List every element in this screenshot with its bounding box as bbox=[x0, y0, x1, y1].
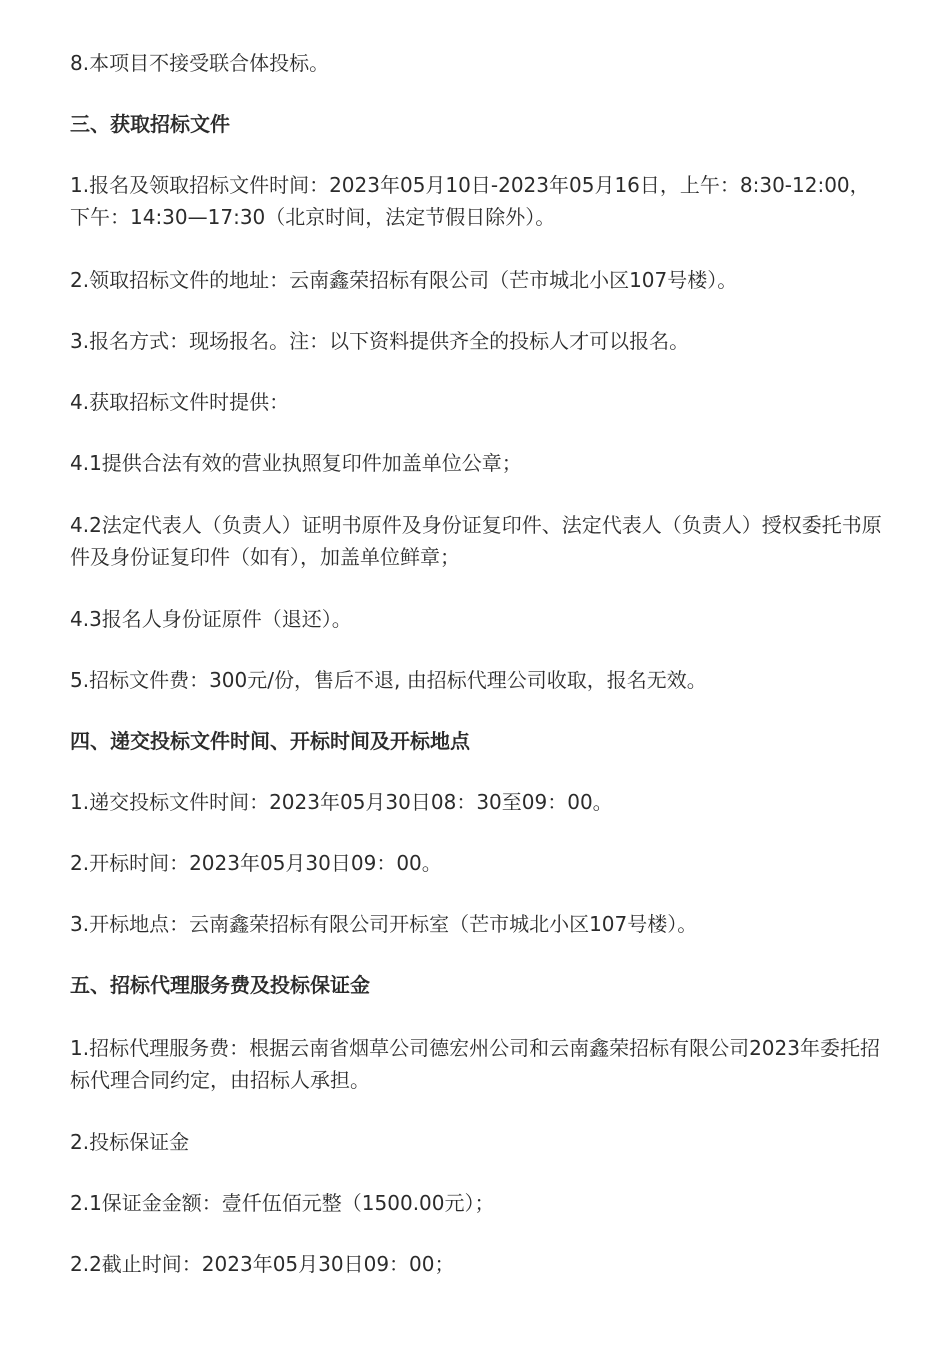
paragraph-business-license: 4.1提供合法有效的营业执照复印件加盖单位公章； bbox=[70, 451, 522, 475]
section-heading-4: 四、递交投标文件时间、开标时间及开标地点 bbox=[70, 729, 470, 753]
paragraph-opening-location: 3.开标地点：云南鑫荣招标有限公司开标室（芒市城北小区107号楼）。 bbox=[70, 912, 698, 936]
paragraph-deadline: 2.2截止时间：2023年05月30日09：00； bbox=[70, 1252, 455, 1276]
section-heading-3: 三、获取招标文件 bbox=[70, 112, 230, 136]
paragraph-item-8: 8.本项目不接受联合体投标。 bbox=[70, 51, 330, 75]
paragraph-required-documents: 4.获取招标文件时提供： bbox=[70, 390, 290, 414]
paragraph-collection-address: 2.领取招标文件的地址：云南鑫荣招标有限公司（芒市城北小区107号楼）。 bbox=[70, 268, 738, 292]
paragraph-registration-time: 1.报名及领取招标文件时间：2023年05月10日-2023年05月16日，上午：8:30-12:00，下午：14:30—17:30（北京时间，法定节假日除外）。 bbox=[70, 173, 870, 229]
paragraph-agency-fee: 1.招标代理服务费：根据云南省烟草公司德宏州公司和云南鑫荣招标有限公司2023年委托招标代理合同约定，由招标人承担。 bbox=[70, 1036, 880, 1092]
paragraph-opening-time: 2.开标时间：2023年05月30日09：00。 bbox=[70, 851, 442, 875]
paragraph-id-card: 4.3报名人身份证原件（退还）。 bbox=[70, 607, 352, 631]
paragraph-legal-representative: 4.2法定代表人（负责人）证明书原件及身份证复印件、法定代表人（负责人）授权委托书原件及身份证复印件（如有），加盖单位鲜章； bbox=[70, 513, 882, 569]
paragraph-bond-amount: 2.1保证金金额：壹仟伍佰元整（1500.00元）； bbox=[70, 1191, 495, 1215]
paragraph-submission-time: 1.递交投标文件时间：2023年05月30日08：30至09：00。 bbox=[70, 790, 613, 814]
paragraph-bid-bond: 2.投标保证金 bbox=[70, 1130, 190, 1154]
paragraph-registration-method: 3.报名方式：现场报名。注：以下资料提供齐全的投标人才可以报名。 bbox=[70, 329, 690, 353]
paragraph-document-fee: 5.招标文件费：300元/份，售后不退, 由招标代理公司收取，报名无效。 bbox=[70, 668, 707, 692]
section-heading-5: 五、招标代理服务费及投标保证金 bbox=[70, 973, 370, 997]
